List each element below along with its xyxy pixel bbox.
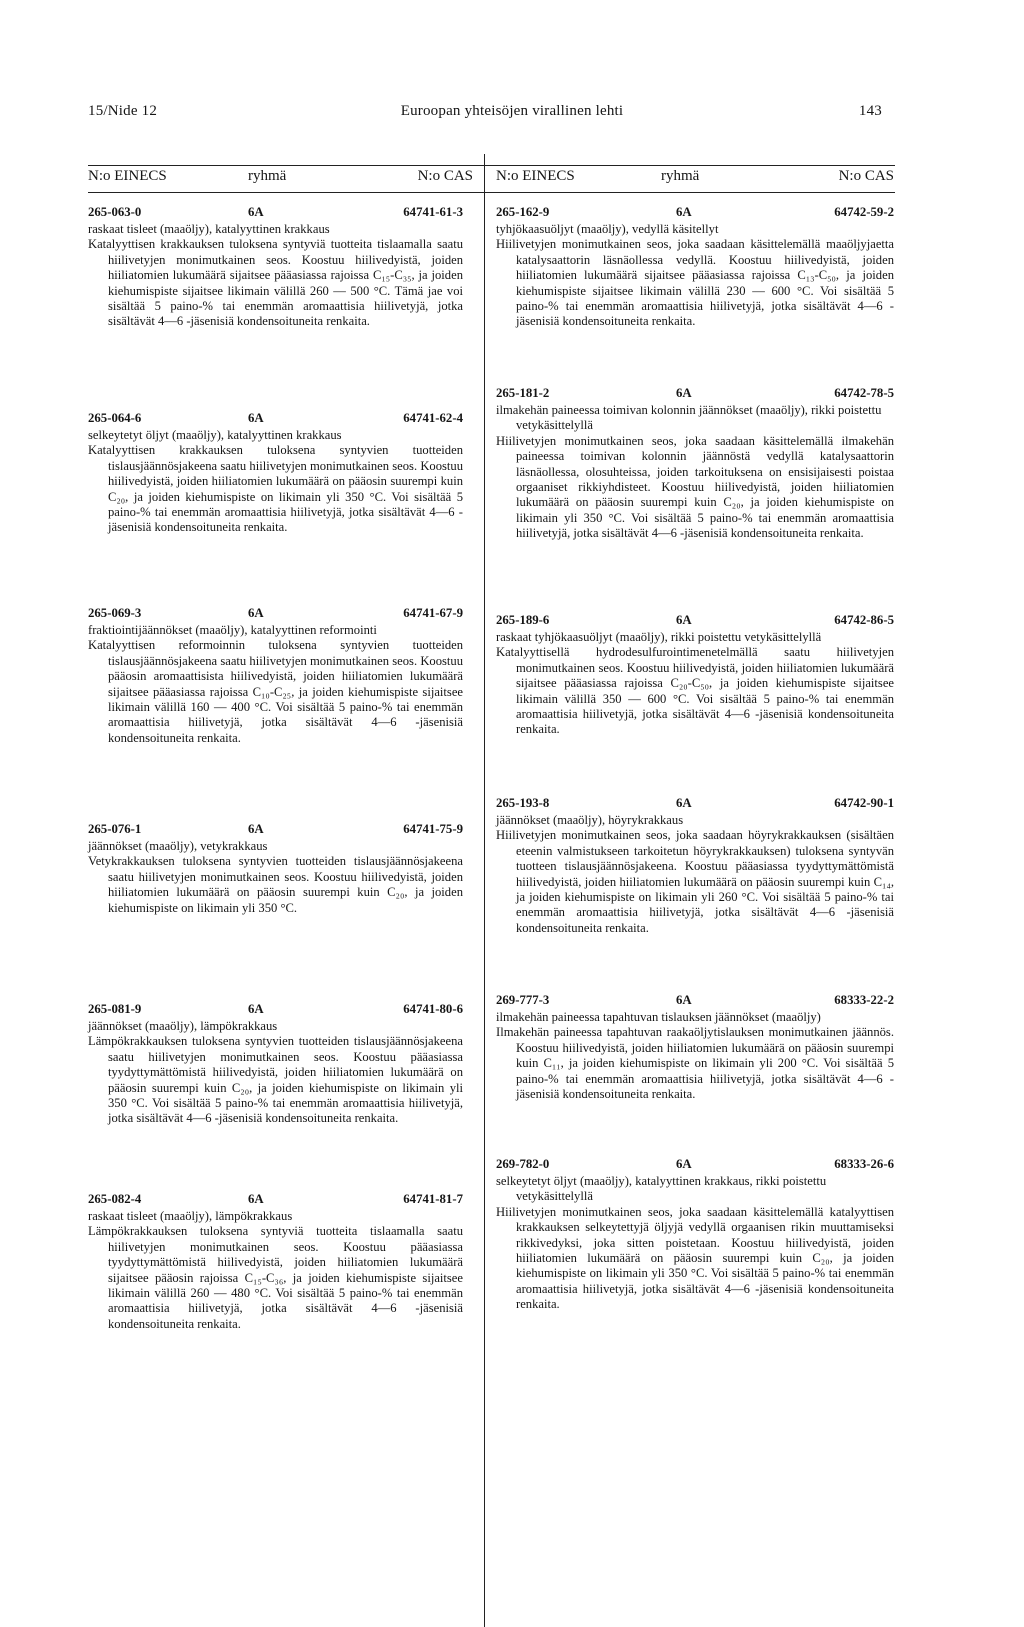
- entry-header: [496, 1157, 894, 1174]
- group-code: 6A: [248, 606, 264, 620]
- column-header-cas: N:o CAS: [417, 168, 473, 184]
- group-code: 6A: [676, 796, 692, 810]
- substance-name: ilmakehän paineessa toimivan kolonnin jäännökset (maaöljy), rikki poistettu vetykäsittelyllä: [496, 403, 882, 433]
- column-divider: [484, 154, 485, 1627]
- group-code: 6A: [676, 993, 692, 1007]
- substance-entry: [496, 796, 894, 936]
- group-code: 6A: [676, 205, 692, 219]
- substance-name: jäännökset (maaöljy), vetykrakkaus: [88, 839, 268, 853]
- substance-name: raskaat tyhjökaasuöljyt (maaöljy), rikki poistettu vetykäsittelyllä: [496, 630, 822, 644]
- cas-number: 68333-26-6: [834, 1157, 894, 1171]
- entry-header: [496, 613, 894, 630]
- substance-description: Katalyyttisellä hydrodesulfurointimenetelmällä saatu hiilivetyjen monimutkainen seos. Koostuu hiilivedyistä, joiden hiiliatomien lukumäärä sijaitsee pääasiassa rajoissa C₂₀-C₅₀, ja joiden kiehumispiste sijaitsee likimain välillä 350 — 600 °C. Voi sisältää 5 paino-% tai enemmän aromaattisia hiilivetyjä, jotka sisältävät 4—6 -jäsenisiä kondensoituneita renkaita.: [496, 645, 894, 737]
- einecs-number: 269-777-3: [496, 993, 550, 1007]
- cas-number: 64741-80-6: [403, 1002, 463, 1016]
- einecs-number: 265-181-2: [496, 386, 550, 400]
- substance-name: selkeytetyt öljyt (maaöljy), katalyyttinen krakkaus, rikki poistettu vetykäsittelyllä: [496, 1174, 827, 1204]
- substance-description: Katalyyttisen krakkauksen tuloksena syntyviä tuotteita tislaamalla saatu hiilivetyjen monimutkainen seos. Koostuu hiilivedyistä, joiden hiiliatomien lukumäärä sijaitsee pääasiassa rajoissa C₁₅-C₃₅, ja joiden kiehumispiste sijaitsee likimain välillä 260 — 500 °C. Tämä jae voi sisältää 5 paino-% tai enemmän aromaattisia hiilivetyjä, jotka sisältävät 4—6 -jäsenisiä kondensoituneita renkaita.: [88, 237, 463, 329]
- substance-description: Lämpökrakkauksen tuloksena syntyvien tuotteiden tislausjäännösjakeena saatu hiilivetyjen monimutkainen seos. Koostuu pääasiassa tyydyttymättömistä hiilivedyistä, joiden hiiliatomien lukumäärä on pääosin suurempi kuin C₂₀, ja joiden kiehumispiste on likimain yli 350 °C. Voi sisältää 5 paino-% tai enemmän aromaattisia hiilivetyjä, jotka sisältävät 4—6 -jäsenisiä kondensoituneita renkaita.: [88, 1034, 463, 1126]
- substance-description: Katalyyttisen reformoinnin tuloksena syntyvien tuotteiden tislausjäännösjakeena saatu hiilivetyjen monimutkainen seos. Koostuu pääosin aromaattisista hiilivedyistä, joiden hiiliatomien lukumäärä sijaitsee pääasiassa rajoissa C₁₀-C₂₅, ja joiden kiehumispiste sijaitsee likimain välillä 160 — 400 °C. Voi sisältää 5 paino-% tai enemmän aromaattisia hiilivetyjä, jotka sisältävät 4—6 -jäsenisiä kondensoituneita renkaita.: [88, 638, 463, 745]
- substance-name: jäännökset (maaöljy), lämpökrakkaus: [88, 1019, 278, 1033]
- substance-name: jäännökset (maaöljy), höyrykrakkaus: [496, 813, 684, 827]
- substance-description: Ilmakehän paineessa tapahtuvan raakaöljytislauksen monimutkainen jäännös. Koostuu hiilivedyistä, joiden hiiliatomien lukumäärä on pääosin suurempi kuin C₁₁, ja joiden kiehumispiste on likimain yli 200 °C. Voi sisältää 5 paino-% tai enemmän aromaattisia hiilivetyjä, jotka sisältävät 4—6 -jäsenisiä kondensoituneita renkaita.: [496, 1025, 894, 1102]
- entry-header: [88, 205, 463, 222]
- cas-number: 68333-22-2: [834, 993, 894, 1007]
- column-headers-right: [496, 168, 894, 190]
- substance-description: Hiilivetyjen monimutkainen seos, joka saadaan käsittelemällä maaöljyjaetta katalysaattorin läsnäollessa vedyllä. Koostuu hiilivedyistä, joiden hiiliatomien lukumäärä sijaitsee pääasiassa rajoissa C₁₃-C₅₀, ja joiden kiehumispiste sijaitsee likimain välillä 230 — 600 °C. Voi sisältää 5 paino-% tai enemmän aromaattisia hiilivetyjä, jotka sisältävät 4—6 -jäsenisiä kondensoituneita renkaita.: [496, 237, 894, 329]
- group-code: 6A: [676, 386, 692, 400]
- substance-description: Hiilivetyjen monimutkainen seos, joka saadaan höyrykrakkauksen (sisältäen eteenin valmistukseen tarkoitetun höyrykrakkauksen) tuloksena syntyvän tuotteen tislausjäännösjakeena. Koostuu pääasiassa tyydyttymättömistä hiilivedyistä, joiden hiiliatomien lukumäärä on pääosin suurempi kuin C₁₄, ja joiden kiehumispiste on likimain yli 260 °C. Voi sisältää 5 paino-% tai enemmän aromaattisia hiilivetyjä, jotka sisältävät 4—6 -jäsenisiä kondensoituneita renkaita.: [496, 828, 894, 935]
- group-code: 6A: [248, 1192, 264, 1206]
- einecs-number: 265-063-0: [88, 205, 142, 219]
- substance-entry: [496, 613, 894, 738]
- running-header-title: Euroopan yhteisöjen virallinen lehti: [400, 103, 624, 119]
- cas-number: 64741-62-4: [403, 411, 463, 425]
- einecs-number: 265-193-8: [496, 796, 550, 810]
- entry-header: [496, 993, 894, 1010]
- entry-header: [88, 606, 463, 623]
- einecs-number: 265-082-4: [88, 1192, 142, 1206]
- column-header-cas: N:o CAS: [838, 168, 894, 184]
- entry-header: [496, 386, 894, 403]
- group-code: 6A: [676, 613, 692, 627]
- entry-header: [88, 822, 463, 839]
- substance-entry: [88, 205, 463, 330]
- cas-number: 64742-59-2: [834, 205, 894, 219]
- einecs-number: 265-064-6: [88, 411, 142, 425]
- einecs-number: 265-081-9: [88, 1002, 142, 1016]
- column-header-einecs: N:o EINECS: [88, 168, 167, 184]
- column-headers-left: [88, 168, 473, 190]
- group-code: 6A: [248, 1002, 264, 1016]
- cas-number: 64741-75-9: [403, 822, 463, 836]
- cas-number: 64742-78-5: [834, 386, 894, 400]
- cas-number: 64741-67-9: [403, 606, 463, 620]
- substance-description: Hiilivetyjen monimutkainen seos, joka saadaan käsittelemällä katalyyttisen krakkauksen selkeytettyjä öljyjä vedyllä orgaanisen rikin muuttamiseksi rikkivedyksi, joka sitten poistetaan. Koostuu hiilivedyistä, joiden hiiliatomien lukumäärä on pääosin suurempi kuin C₂₀, ja joiden kiehumispiste on likimain yli 350 °C. Voi sisältää 5 paino-% tai enemmän aromaattisia hiilivetyjä, jotka sisältävät 4—6 -jäsenisiä kondensoituneita renkaita.: [496, 1204, 894, 1312]
- group-code: 6A: [676, 1157, 692, 1171]
- einecs-number: 265-162-9: [496, 205, 550, 219]
- substance-entry: [88, 1002, 463, 1127]
- einecs-number: 265-189-6: [496, 613, 550, 627]
- einecs-number: 265-069-3: [88, 606, 142, 620]
- group-code: 6A: [248, 411, 264, 425]
- substance-entry: [496, 386, 894, 542]
- entry-header: [88, 1192, 463, 1209]
- substance-entry: [88, 411, 463, 536]
- einecs-number: 269-782-0: [496, 1157, 550, 1171]
- entry-header: [496, 205, 894, 222]
- substance-entry: [496, 993, 894, 1102]
- substance-description: Katalyyttisen krakkauksen tuloksena syntyvien tuotteiden tislausjäännösjakeena saatu hiilivetyjen monimutkainen seos. Koostuu hiilivedyistä, joiden hiiliatomien lukumäärä on pääosin suurempi kuin C₂₀, ja joiden kiehumispiste on likimain yli 350 °C. Voi sisältää 5 paino-% tai enemmän aromaattisia hiilivetyjä, jotka sisältävät 4—6 -jäsenisiä kondensoituneita renkaita.: [88, 443, 463, 535]
- group-code: 6A: [248, 822, 264, 836]
- substance-entry: [88, 822, 463, 916]
- cas-number: 64741-61-3: [403, 205, 463, 219]
- substance-name: raskaat tisleet (maaöljy), lämpökrakkaus: [88, 1209, 293, 1223]
- substance-entry: [496, 205, 894, 330]
- substance-name: ilmakehän paineessa tapahtuvan tislauksen jäännökset (maaöljy): [496, 1010, 821, 1024]
- substance-entry: [496, 1157, 894, 1313]
- entry-header: [88, 411, 463, 428]
- cas-number: 64741-81-7: [403, 1192, 463, 1206]
- page-number: 143: [858, 103, 882, 119]
- column-header-group: ryhmä: [661, 168, 700, 184]
- substance-description: Vetykrakkauksen tuloksena syntyvien tuotteiden tislausjäännösjakeena saatu hiilivetyjen monimutkainen seos. Koostuu hiilivedyistä, joiden hiiliatomien lukumäärä on pääosin suurempi kuin C₂₀, ja joiden kiehumispiste on likimain yli 350 °C.: [88, 854, 463, 915]
- running-header-volume: 15/Nide 12: [88, 103, 158, 119]
- cas-number: 64742-86-5: [834, 613, 894, 627]
- substance-entry: [88, 1192, 463, 1332]
- table-top-rule: [88, 165, 895, 166]
- substance-entry: [88, 606, 463, 746]
- entry-header: [496, 796, 894, 813]
- substance-description: Lämpökrakkauksen tuloksena syntyviä tuotteita tislaamalla saatu hiilivetyjen monimutkainen seos. Koostuu pääasiassa tyydyttymättömistä hiilivedyistä, joiden hiiliatomien lukumäärä sijaitsee pääosin rajoissa C₁₅-C₃₆, ja joiden kiehumispiste sijaitsee likimain välillä 260 — 480 °C. Voi sisältää 5 paino-% tai enemmän aromaattisia hiilivetyjä, jotka sisältävät 4—6 -jäsenisiä kondensoituneita renkaita.: [88, 1224, 463, 1331]
- entry-header: [88, 1002, 463, 1019]
- table-header-rule: [88, 192, 895, 193]
- substance-name: raskaat tisleet (maaöljy), katalyyttinen krakkaus: [88, 222, 330, 236]
- substance-name: tyhjökaasuöljyt (maaöljy), vedyllä käsitellyt: [496, 222, 719, 236]
- group-code: 6A: [248, 205, 264, 219]
- substance-name: selkeytetyt öljyt (maaöljy), katalyyttinen krakkaus: [88, 428, 342, 442]
- column-header-group: ryhmä: [248, 168, 287, 184]
- column-header-einecs: N:o EINECS: [496, 168, 575, 184]
- cas-number: 64742-90-1: [834, 796, 894, 810]
- substance-description: Hiilivetyjen monimutkainen seos, joka saadaan käsittelemällä ilmakehän paineessa toimivan kolonnin jäännöstä vedyllä katalysaattorin läsnäollessa, olosuhteissa, joiden tarkoituksena on ensisijaisesti poistaa orgaaniset rikkiyhdisteet. Koostuu hiilivedyistä, joiden hiiliatomien lukumäärä on pääosin suurempi kuin C₂₀, ja joiden kiehumispiste on likimain yli 350 °C. Voi sisältää 5 paino-% tai enemmän aromaattisia hiilivetyjä, jotka sisältävät 4—6 -jäsenisiä kondensoituneita renkaita.: [496, 433, 894, 541]
- einecs-number: 265-076-1: [88, 822, 142, 836]
- substance-name: fraktiointijäännökset (maaöljy), katalyyttinen reformointi: [88, 623, 377, 637]
